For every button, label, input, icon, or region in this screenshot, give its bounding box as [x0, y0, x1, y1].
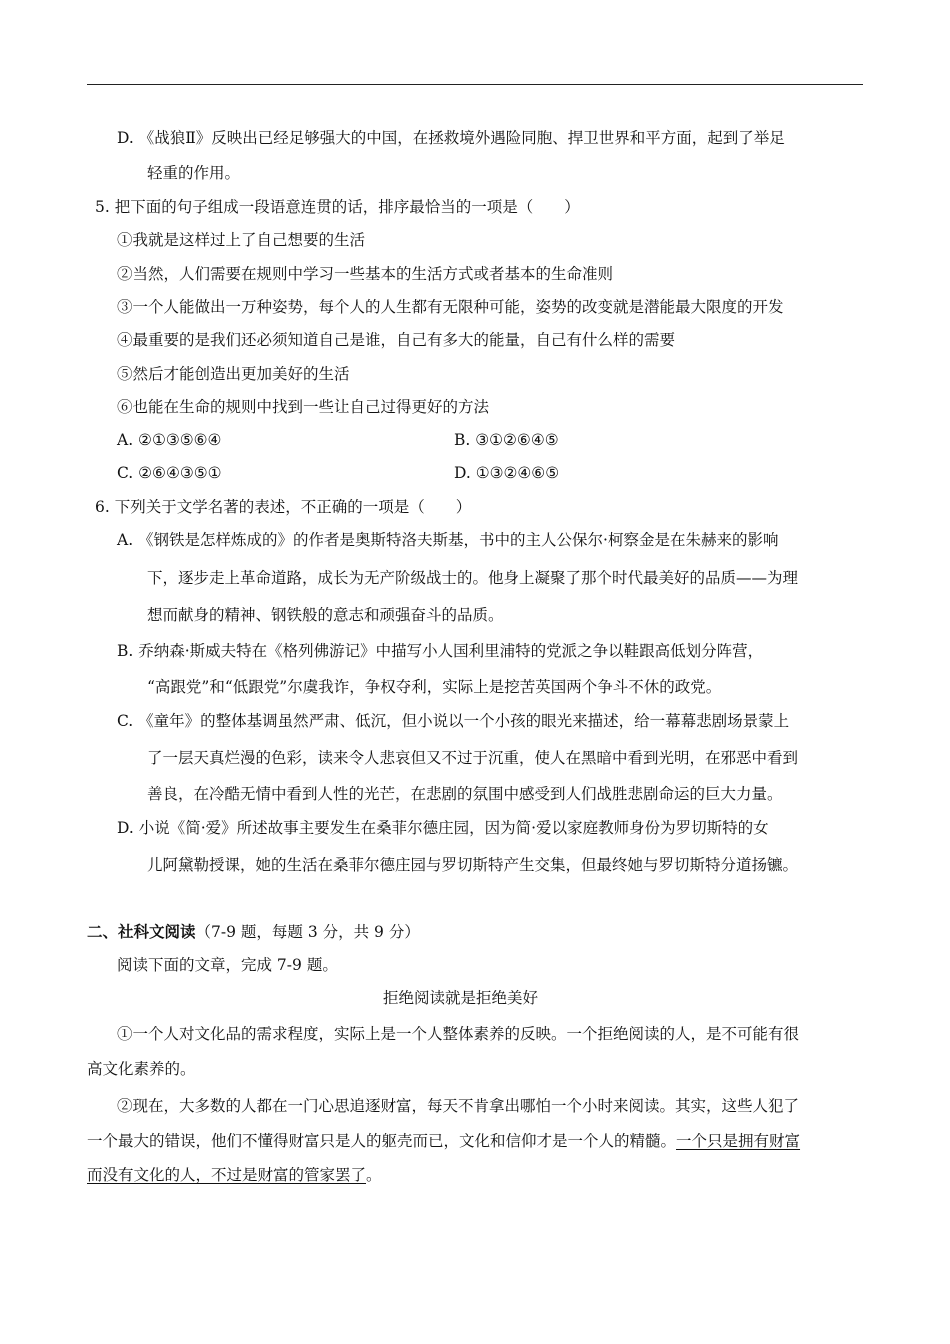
q5-option-c: C. ②⑥④③⑤①: [117, 464, 222, 482]
paragraph-2-line2: [87, 1131, 800, 1151]
q5-sentence-5: ⑤然后才能创造出更加美好的生活: [117, 365, 350, 383]
section-2-title: 二、社科文阅读: [87, 922, 196, 941]
q6-option-c-line2: 了一层天真烂漫的色彩，读来令人悲哀但又不过于沉重，使人在黑暗中看到光明，在邪恶中看到: [147, 749, 799, 767]
q5-stem: 5. 把下面的句子组成一段语意连贯的话，排序最恰当的一项是（ ）: [95, 198, 580, 216]
q4-option-d-line2: 轻重的作用。: [147, 164, 241, 182]
q6-option-a-line3: 想而献身的精神、钢铁般的意志和顽强奋斗的品质。: [147, 606, 504, 624]
q5-sentence-3: ③一个人能做出一万种姿势，每个人的人生都有无限种可能，姿势的改变就是潜能最大限度的开发: [117, 298, 784, 316]
underlined-sentence-end: 而没有文化的人，不过是财富的管家罢了: [87, 1166, 367, 1184]
q6-option-c-line1: C. 《童年》的整体基调虽然严肃、低沉，但小说以一个小孩的眼光来描述，给一幕幕悲剧场景蒙上: [117, 712, 790, 730]
q6-option-b-line1: B. 乔纳森·斯威夫特在《格列佛游记》中描写小人国利里浦特的党派之争以鞋跟高低划分阵营，: [117, 642, 764, 660]
paragraph-2-line1: ②现在，大多数的人都在一门心思追逐财富，每天不肯拿出哪怕一个小时来阅读。其实，这些人犯了: [117, 1097, 800, 1115]
header-rule: [87, 84, 863, 85]
reading-instruction: 阅读下面的文章，完成 7-9 题。: [117, 956, 338, 974]
q5-option-a: A. ②①③⑤⑥④: [117, 431, 222, 449]
paragraph-2-line3: [87, 1165, 382, 1185]
q6-option-d-line1: D. 小说《简·爱》所述故事主要发生在桑菲尔德庄园，因为简·爱以家庭教师身份为罗切斯特的女: [117, 819, 769, 837]
q6-stem: 6. 下列关于文学名著的表述，不正确的一项是（ ）: [95, 498, 472, 516]
section-2-heading: [87, 922, 420, 942]
article-title: 拒绝阅读就是拒绝美好: [383, 989, 539, 1007]
q4-option-d-line1: D. 《战狼Ⅱ》反映出已经足够强大的中国，在拯救境外遇险同胞、捍卫世界和平方面，起到了举足: [117, 129, 785, 147]
q5-sentence-1: ①我就是这样过上了自己想要的生活: [117, 231, 366, 249]
paragraph-1-line1: ①一个人对文化品的需求程度，实际上是一个人整体素养的反映。一个拒绝阅读的人，是不可能有很: [117, 1025, 800, 1043]
q5-option-d: D. ①③②④⑥⑤: [454, 464, 560, 482]
q6-option-b-line2: “高跟党”和“低跟党”尔虞我诈，争权夺利，实际上是挖苦英国两个争斗不休的政党。: [147, 678, 722, 696]
q5-option-b: B. ③①②⑥④⑤: [454, 431, 559, 449]
paragraph-2-period: 。: [366, 1166, 382, 1184]
q5-sentence-2: ②当然，人们需要在规则中学习一些基本的生活方式或者基本的生命准则: [117, 265, 614, 283]
q5-sentence-6: ⑥也能在生命的规则中找到一些让自己过得更好的方法: [117, 398, 490, 416]
q6-option-a-line1: A. 《钢铁是怎样炼成的》的作者是奥斯特洛夫斯基，书中的主人公保尔·柯察金是在朱赫来的影响: [117, 531, 779, 549]
q6-option-a-line2: 下，逐步走上革命道路，成长为无产阶级战士的。他身上凝聚了那个时代最美好的品质——为理: [147, 569, 799, 587]
q6-option-d-line2: 儿阿黛勒授课，她的生活在桑菲尔德庄园与罗切斯特产生交集，但最终她与罗切斯特分道扬镳。: [147, 856, 799, 874]
underlined-sentence-start: 一个只是拥有财富: [676, 1132, 801, 1150]
paragraph-1-line2: 高文化素养的。: [87, 1060, 196, 1078]
section-2-note: （7-9 题，每题 3 分，共 9 分）: [195, 923, 420, 941]
q5-sentence-4: ④最重要的是我们还必须知道自己是谁，自己有多大的能量，自己有什么样的需要: [117, 331, 676, 349]
q6-option-c-line3: 善良，在冷酷无情中看到人性的光芒，在悲剧的氛围中感受到人们战胜悲剧命运的巨大力量。: [147, 785, 783, 803]
paragraph-2-line2-text: 一个最大的错误，他们不懂得财富只是人的躯壳而已，文化和信仰才是一个人的精髓。: [87, 1132, 677, 1150]
